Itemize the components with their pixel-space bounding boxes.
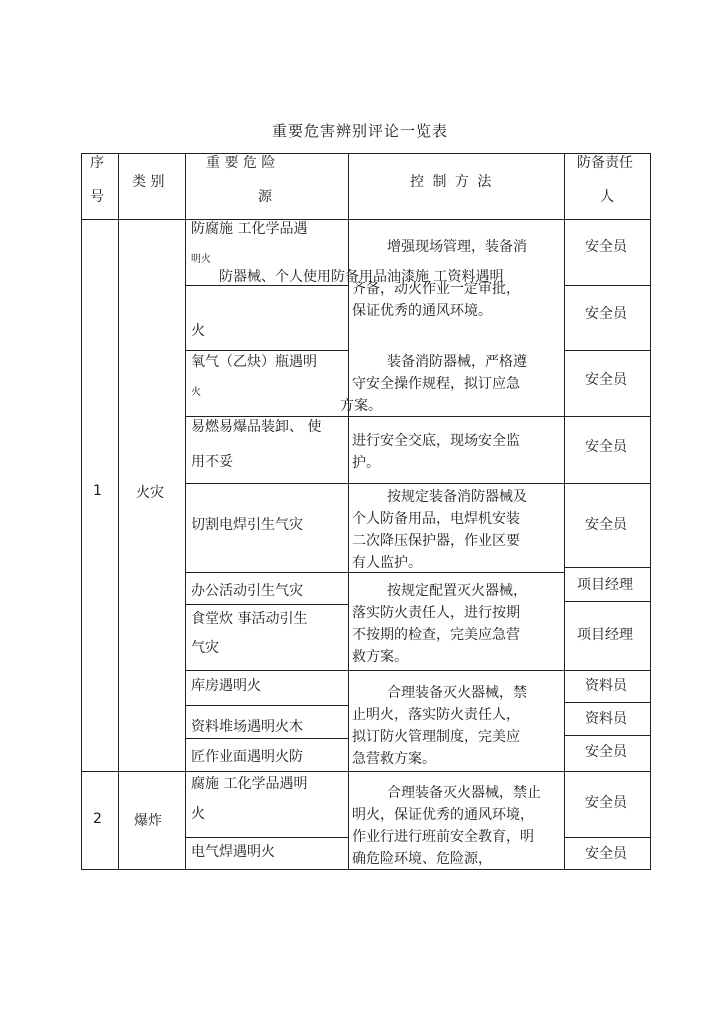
control-method: 合理装备灭火器械，禁止 明火，保证优秀的通风环境， 作业行进行班前安全教育，明 确危险环境、危险源， bbox=[352, 785, 541, 867]
hazard-source: 匠作业面遇明火防 bbox=[191, 749, 303, 765]
hazard-source: 用不妥 bbox=[191, 454, 233, 470]
group-seq: 1 bbox=[93, 483, 102, 499]
responsible-person: 安全员 bbox=[585, 239, 627, 255]
hazard-source: 氧气（乙炔）瓶遇明 bbox=[191, 354, 317, 370]
header-responsible-2: 人 bbox=[600, 189, 614, 205]
control-method: 按规定配置灭火器械， 落实防火责任人，进行按期 不按期的检查，完美应急营 救方案。 bbox=[352, 583, 527, 665]
control-method: 按规定装备消防器械及 个人防备用品，电焊机安装 二次降压保护器，作业区要 有人监护。 bbox=[352, 489, 527, 571]
responsible-person: 项目经理 bbox=[577, 627, 633, 643]
header-seq-2: 号 bbox=[90, 189, 104, 205]
document-title: 重要危害辨别评论一览表 bbox=[271, 122, 448, 140]
overflow-text: 防器械、个人使用防备用品油漆施 工资料遇明 bbox=[219, 269, 504, 285]
hazard-source: 办公活动引生气灾 bbox=[191, 583, 303, 599]
header-responsible: 防备责任 bbox=[577, 155, 633, 171]
header-control: 控 制 方 法 bbox=[410, 174, 494, 190]
responsible-person: 安全员 bbox=[585, 306, 627, 322]
responsible-person: 安全员 bbox=[585, 517, 627, 533]
control-method: 增强现场管理，装备消 齐备，动火作业一定审批， 保证优秀的通风环境。 bbox=[352, 239, 527, 319]
header-category: 类 别 bbox=[132, 174, 165, 190]
header-seq: 序 bbox=[90, 155, 104, 171]
group-category: 爆炸 bbox=[134, 813, 162, 829]
hazard-source: 电气焊遇明火 bbox=[191, 844, 275, 860]
responsible-person: 安全员 bbox=[585, 372, 627, 388]
control-method: 合理装备灭火器械，禁 止明火，落实防火责任人， 拟订防火管理制度，完美应 急营救方案。 bbox=[352, 685, 527, 767]
hazard-source: 食堂炊 事活动引生 bbox=[191, 611, 308, 627]
hazard-source: 火 bbox=[191, 323, 205, 339]
responsible-person: 安全员 bbox=[585, 744, 627, 760]
responsible-person: 安全员 bbox=[585, 846, 627, 862]
control-method: 装备消防器械，严格遵 守安全操作规程，拟订应急 方案。 bbox=[340, 354, 527, 414]
group-seq: 2 bbox=[93, 811, 102, 827]
hazard-source: 明火 bbox=[191, 254, 211, 265]
control-method: 进行安全交底，现场安全监 护。 bbox=[352, 433, 520, 471]
header-source: 重 要 危 险 bbox=[206, 155, 276, 171]
responsible-person: 资料员 bbox=[585, 678, 627, 694]
responsible-person: 项目经理 bbox=[577, 577, 633, 593]
hazard-source: 火 bbox=[191, 806, 205, 822]
hazard-source: 切割电焊引生气灾 bbox=[191, 517, 303, 533]
hazard-source: 库房遇明火 bbox=[191, 678, 261, 694]
hazard-source: 火 bbox=[191, 387, 201, 398]
hazard-source: 易燃易爆品装卸、 使 bbox=[191, 419, 322, 435]
hazard-source: 气灾 bbox=[191, 640, 219, 656]
group-category: 火灾 bbox=[136, 485, 164, 501]
responsible-person: 资料员 bbox=[585, 711, 627, 727]
hazard-source: 资料堆场遇明火木 bbox=[191, 719, 303, 735]
hazard-source: 防腐施 工化学品遇 bbox=[191, 221, 308, 237]
responsible-person: 安全员 bbox=[585, 795, 627, 811]
responsible-person: 安全员 bbox=[585, 439, 627, 455]
hazard-source: 腐施 工化学品遇明 bbox=[191, 776, 308, 792]
header-source-2: 源 bbox=[258, 189, 272, 205]
